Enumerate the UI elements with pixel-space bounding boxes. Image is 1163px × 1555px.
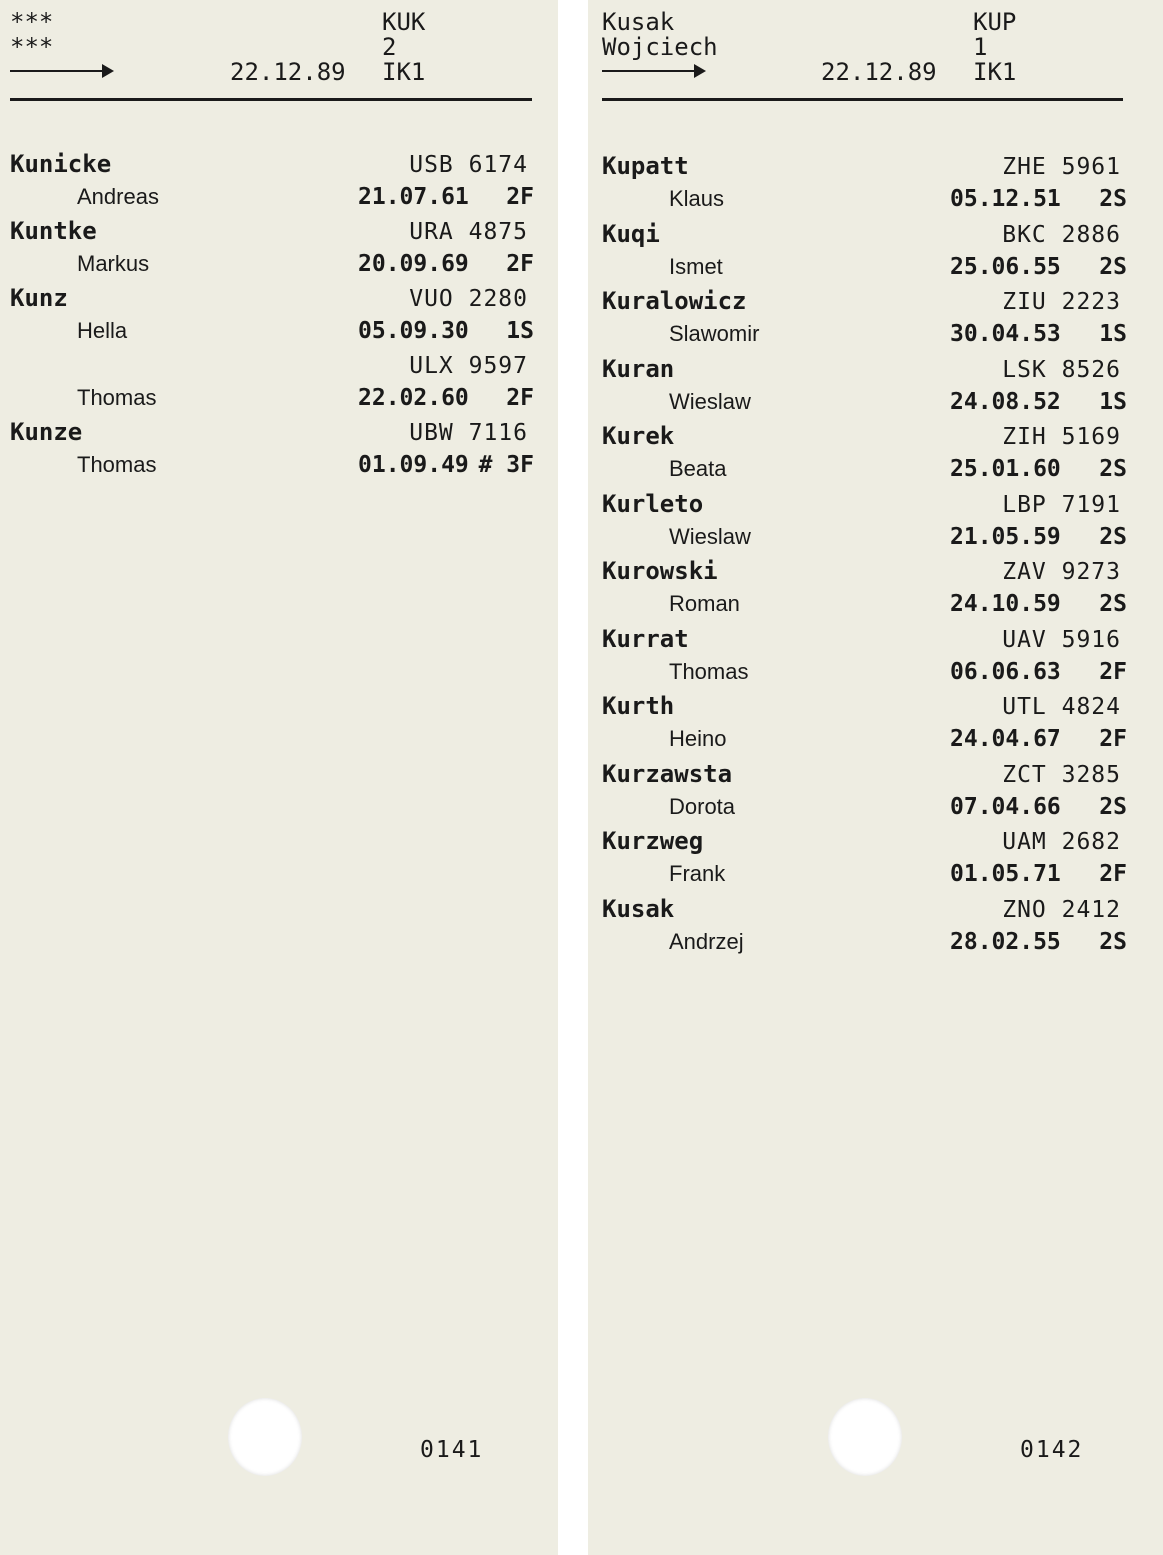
given-name: Thomas: [77, 385, 157, 410]
given-name: Hella: [77, 318, 128, 343]
record-code: VUO 2280: [409, 286, 528, 312]
birth-date: 24.04.67: [950, 726, 1061, 752]
class-code: 2F: [1099, 726, 1127, 752]
surname: Kurth: [602, 692, 675, 720]
class-code: # 3F: [478, 452, 534, 478]
sheet-number: 2: [382, 33, 397, 61]
given-name: Klaus: [669, 186, 725, 211]
surname: Kupatt: [602, 152, 689, 180]
class-code: 2S: [1099, 928, 1127, 955]
header-name-line-2: Wojciech: [602, 33, 718, 61]
record-code: ZNO 2412: [1002, 896, 1121, 923]
header-rule: [602, 98, 1123, 101]
surname: Kuntke: [10, 217, 97, 245]
birth-date: 25.06.55: [950, 253, 1061, 280]
class-code: 1S: [1099, 321, 1127, 347]
class-code: 2S: [1099, 793, 1127, 820]
print-date: 22.12.89: [821, 58, 937, 86]
record-code: ZHE 5961: [1002, 154, 1121, 180]
surname: Kunicke: [10, 150, 112, 178]
birth-date: 07.04.66: [950, 793, 1061, 820]
marks-line-2: ***: [10, 33, 54, 61]
birth-date: 20.09.69: [358, 251, 469, 277]
range-code: KUK: [382, 8, 426, 36]
punch-hole: [828, 1398, 902, 1476]
index-card-left: [0, 0, 558, 1555]
surname: Kuqi: [602, 219, 660, 248]
class-code: 2F: [1099, 861, 1127, 887]
record-code: UTL 4824: [1002, 694, 1121, 720]
range-code: KUP: [973, 8, 1017, 36]
surname: Kunz: [10, 284, 68, 312]
given-name: Andreas: [77, 184, 159, 209]
record-code: USB 6174: [409, 152, 528, 178]
birth-date: 01.05.71: [950, 861, 1061, 887]
given-name: Beata: [669, 456, 727, 481]
surname: Kuran: [602, 354, 675, 383]
arrow-icon: [602, 70, 702, 72]
class-code: 2F: [506, 184, 534, 210]
birth-date: 21.07.61: [358, 184, 469, 210]
marks-line-1: ***: [10, 8, 54, 36]
office-code: IK1: [382, 58, 426, 86]
given-name: Thomas: [77, 452, 157, 477]
class-code: 2S: [1099, 186, 1127, 212]
class-code: 2F: [506, 385, 534, 411]
record-code: ZCT 3285: [1002, 761, 1121, 788]
given-name: Wieslaw: [669, 388, 751, 414]
given-name: Dorota: [669, 793, 736, 819]
punch-hole: [228, 1398, 302, 1476]
given-name: Heino: [669, 726, 727, 751]
office-code: IK1: [973, 58, 1017, 86]
birth-date: 21.05.59: [950, 523, 1061, 550]
surname: Kurek: [602, 422, 675, 450]
surname: Kusak: [602, 894, 675, 923]
birth-date: 05.09.30: [358, 318, 469, 344]
birth-date: 01.09.49: [358, 452, 469, 478]
class-code: 2S: [1099, 591, 1127, 617]
record-code: LSK 8526: [1002, 356, 1121, 383]
arrow-icon: [10, 70, 110, 72]
class-code: 2F: [506, 251, 534, 277]
class-code: 2S: [1099, 253, 1127, 280]
card-number: 0142: [1020, 1437, 1084, 1463]
record-code: BKC 2886: [1002, 221, 1121, 248]
surname: Kurzawsta: [602, 759, 733, 788]
record-code: URA 4875: [409, 219, 528, 245]
given-name: Wieslaw: [669, 523, 751, 549]
birth-date: 25.01.60: [950, 456, 1061, 482]
sheet-number: 1: [973, 33, 988, 61]
given-name: Slawomir: [669, 321, 760, 346]
print-date: 22.12.89: [230, 58, 346, 86]
record-code: ULX 9597: [409, 353, 528, 379]
record-code: UAV 5916: [1002, 626, 1121, 653]
class-code: 2S: [1099, 523, 1127, 550]
header-rule: [10, 98, 532, 101]
birth-date: 24.08.52: [950, 388, 1061, 415]
record-code: ZIH 5169: [1002, 424, 1121, 450]
record-code: LBP 7191: [1002, 491, 1121, 518]
class-code: 2S: [1099, 456, 1127, 482]
record-code: UBW 7116: [409, 420, 528, 446]
surname: Kurrat: [602, 624, 689, 653]
class-code: 1S: [506, 318, 534, 344]
birth-date: 22.02.60: [358, 385, 469, 411]
surname: Kuralowicz: [602, 287, 747, 315]
given-name: Thomas: [669, 658, 749, 684]
surname: Kurleto: [602, 489, 704, 518]
given-name: Frank: [669, 861, 726, 886]
record-code: ZAV 9273: [1002, 559, 1121, 585]
record-code: ZIU 2223: [1002, 289, 1121, 315]
index-card-right: [588, 0, 1163, 1555]
birth-date: 24.10.59: [950, 591, 1061, 617]
class-code: 1S: [1099, 388, 1127, 415]
birth-date: 05.12.51: [950, 186, 1061, 212]
birth-date: 28.02.55: [950, 928, 1061, 955]
surname: Kurowski: [602, 557, 718, 585]
birth-date: 06.06.63: [950, 658, 1061, 685]
header-name-line-1: Kusak: [602, 8, 675, 36]
surname: Kunze: [10, 418, 83, 446]
record-code: UAM 2682: [1002, 829, 1121, 855]
class-code: 2F: [1099, 658, 1127, 685]
given-name: Ismet: [669, 253, 723, 279]
given-name: Andrzej: [669, 928, 744, 954]
given-name: Roman: [669, 591, 740, 616]
surname: Kurzweg: [602, 827, 704, 855]
given-name: Markus: [77, 251, 150, 276]
card-number: 0141: [420, 1437, 484, 1463]
birth-date: 30.04.53: [950, 321, 1061, 347]
